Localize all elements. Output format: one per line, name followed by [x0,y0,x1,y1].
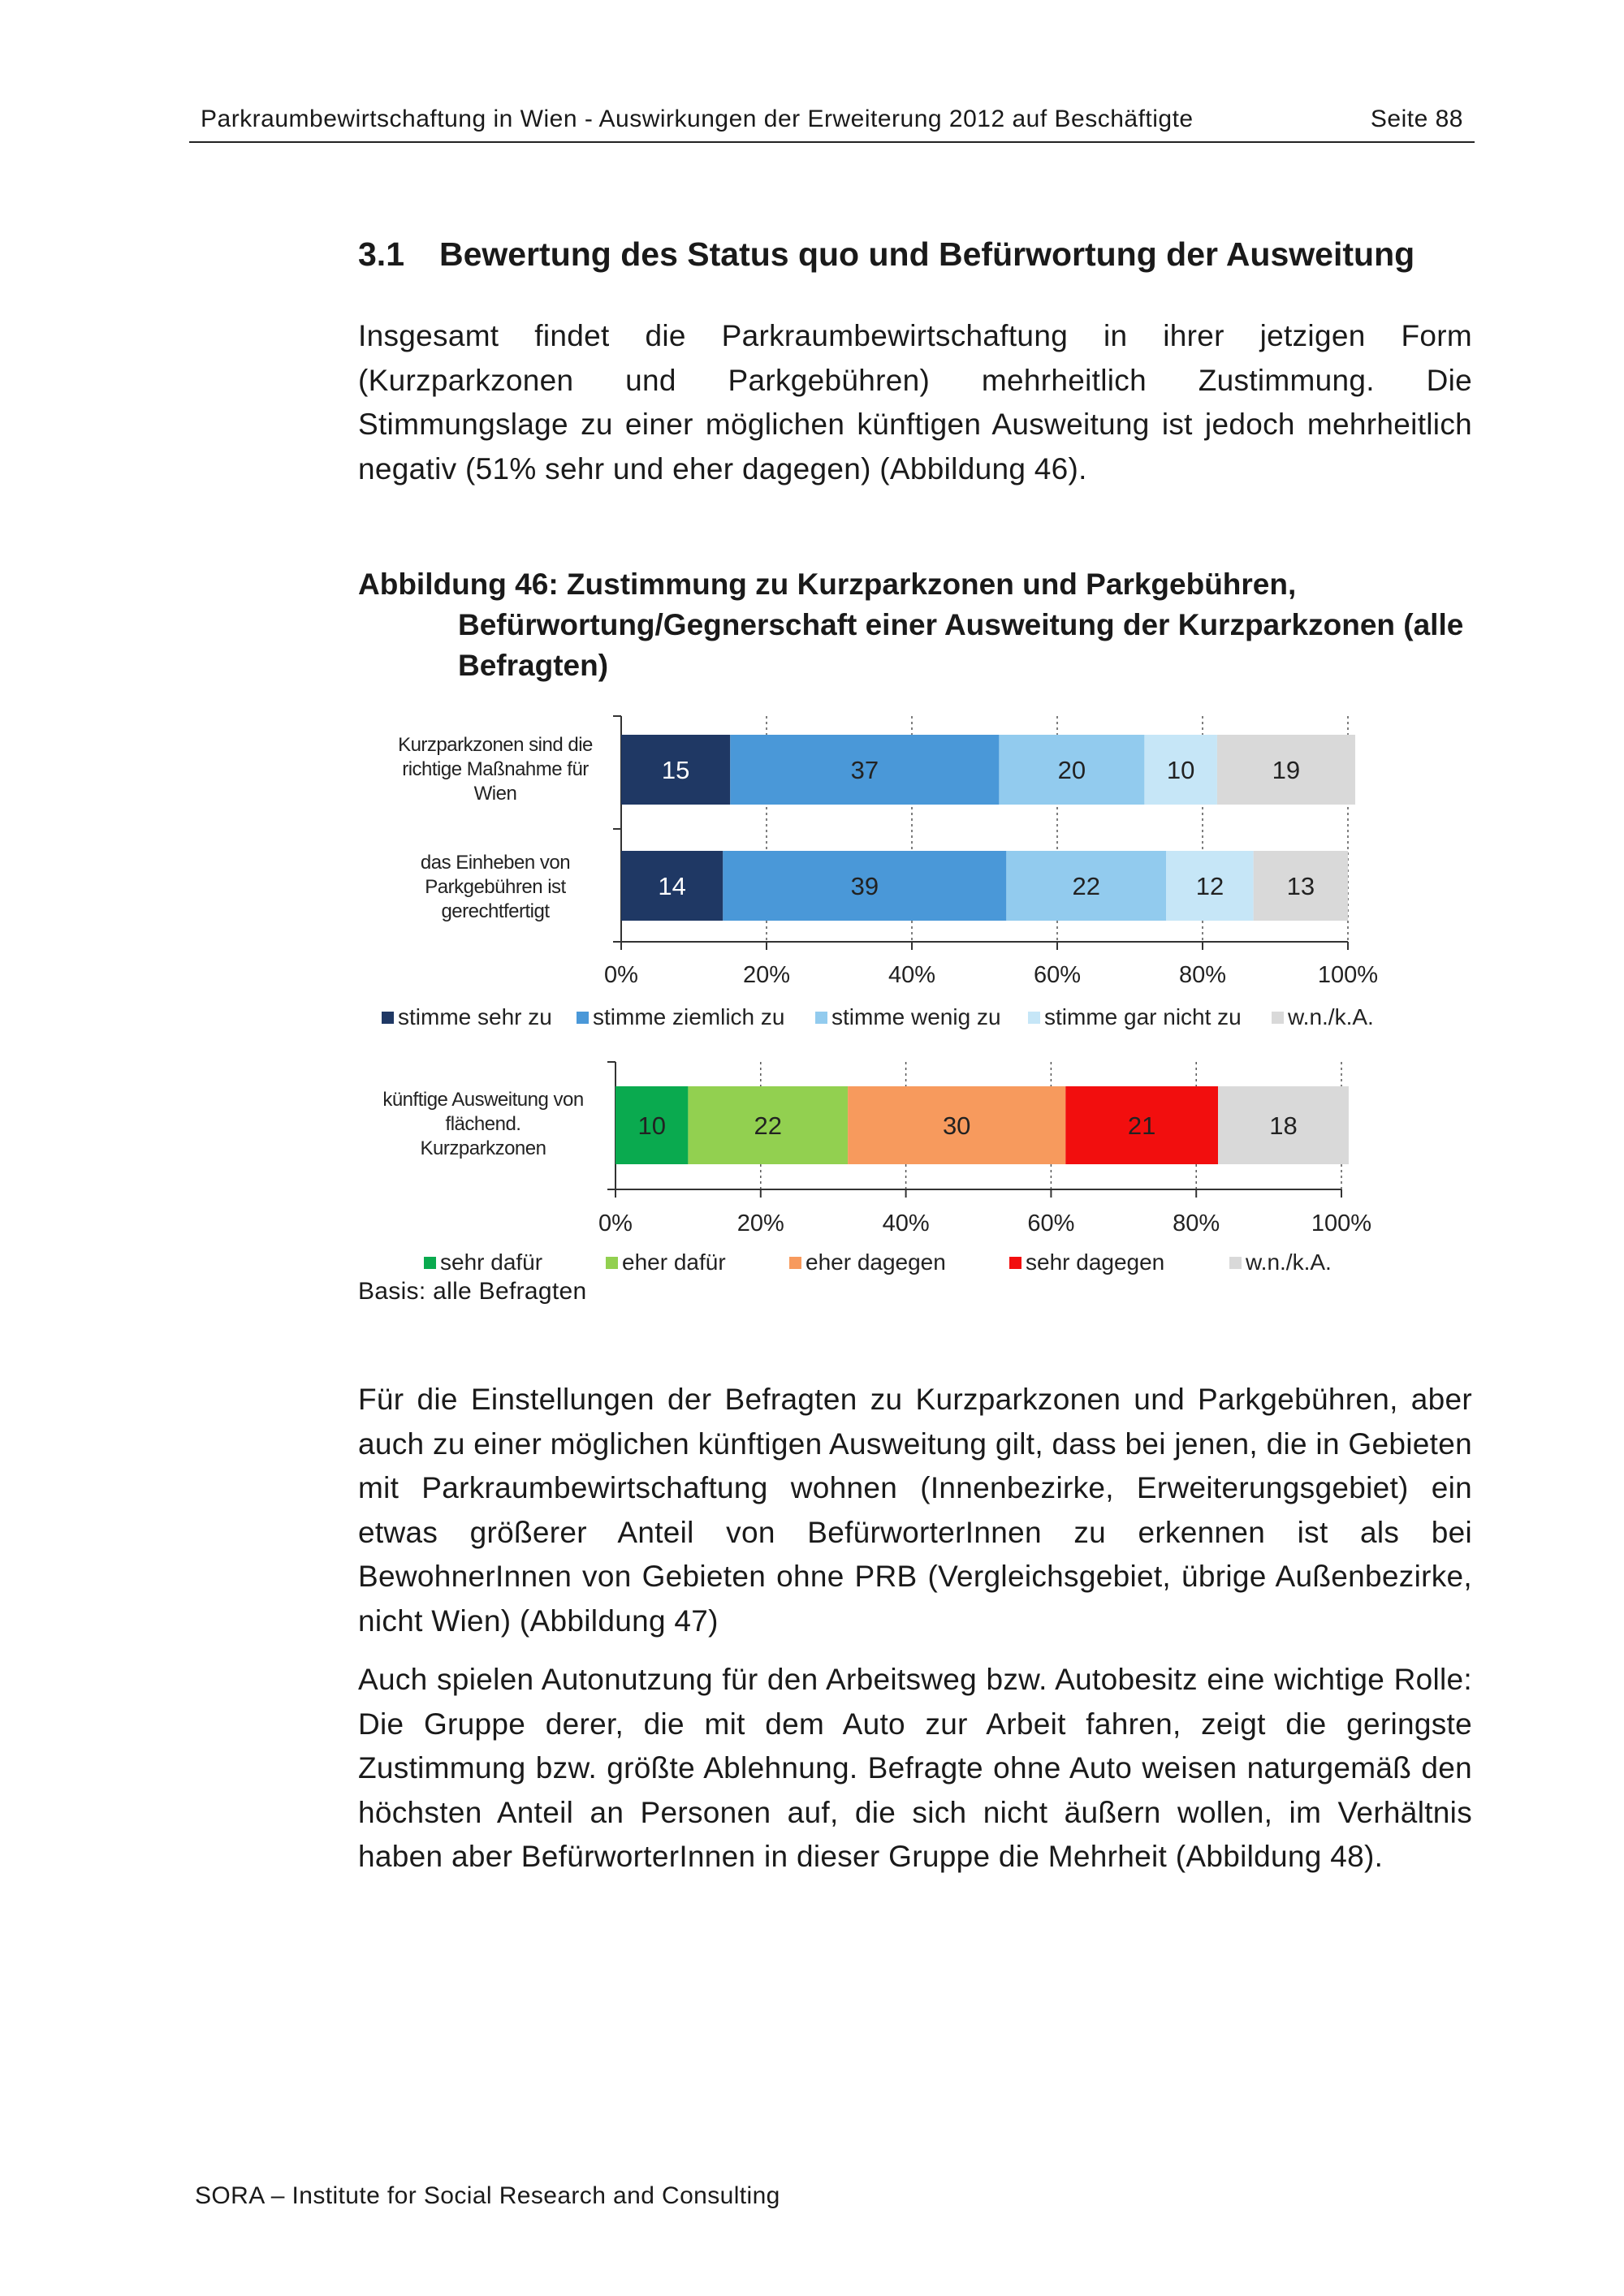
chart2-data-label: 21 [1127,1111,1156,1140]
paragraph-3: Auch spielen Autonutzung für den Arbeitsweg bzw. Autobesitz eine wichtige Rolle: Die Gruppe derer, die mit dem Auto zur Arbeit fahren, zeigt die geringste Zustimmung bzw. größte Ablehnung. Befragte ohne Auto weisen naturgemäß den höchsten Anteil an Personen auf, die sich nicht äußern wollen, im Verhältnis haben aber BefürworterInnen in dieser Gruppe die Mehrheit (Abbildung 48). [358,1663,1472,1873]
paragraph-settlement [358,1378,1472,1643]
chart2-legend-swatch [606,1257,618,1269]
page-footer: SORA – Institute for Social Research and Consulting [195,2182,780,2209]
chart1-data-label: 39 [850,872,879,900]
chart2-tick-label: 20% [736,1211,784,1236]
chart2-legend-swatch [789,1257,801,1269]
chart2-tick-label: 60% [1027,1211,1075,1236]
chart2-tick-label: 100% [1311,1211,1372,1236]
chart2-category-label-line: Kurzparkzonen [420,1137,546,1159]
chart1-data-label: 20 [1057,756,1086,784]
paragraph-1: Insgesamt findet die Parkraumbewirtschaftung in ihrer jetzigen Form (Kurzparkzonen und Parkgebühren) mehrheitlich Zustimmung. Die Stimmungslage zu einer möglichen künftigen Ausweitung ist jedoch mehrheitlich negativ (51% sehr und eher dagegen) (Abbildung 46). [358,319,1472,486]
chart1-category-label [374,733,617,806]
chart1-tick-label: 60% [1033,962,1082,988]
chart1-data-label: 15 [661,756,690,784]
chart1-data-label: 13 [1286,872,1315,900]
chart2-legend-label: sehr dagegen [1026,1249,1165,1275]
chart1-legend-label: stimme sehr zu [398,1004,552,1029]
chart2-tick-label: 80% [1173,1211,1220,1236]
chart1-tick-label: 20% [742,962,791,988]
chart1-data-label: 19 [1272,756,1301,784]
chart2-tick-label: 40% [882,1211,930,1236]
section-title: Bewertung des Status quo und Befürwortung der Ausweitung [439,235,1415,273]
chart1-data-label: 37 [850,756,879,784]
chart1-category-label-line: richtige Maßnahme für [402,758,589,780]
chart1-legend-swatch [815,1012,827,1024]
chart2-category-label-line: künftige Ausweitung von [382,1089,584,1111]
section-number: 3.1 [358,235,404,273]
chart1-data-label: 10 [1166,756,1195,784]
chart2-category-label [357,1088,609,1161]
chart1-category-label-line: das Einheben von [420,852,571,874]
chart1-data-label: 12 [1195,872,1224,900]
chart1-tick-label: 80% [1178,962,1227,988]
chart1-legend-swatch [1028,1012,1040,1024]
chart2-legend-label: sehr dafür [440,1249,543,1275]
chart1-data-label: 22 [1072,872,1101,900]
chart1-category-label [374,851,617,924]
chart1-legend-swatch [1272,1012,1284,1024]
paragraph-car-usage [358,1658,1472,1880]
chart1-tick-label: 40% [888,962,936,988]
chart2-tick-label: 0% [598,1211,633,1236]
chart1-data-label: 14 [658,872,686,900]
chart1-tick-label: 100% [1317,962,1379,988]
paragraph-2: Für die Einstellungen der Befragten zu Kurzparkzonen und Parkgebühren, aber auch zu einer möglichen künftigen Ausweitung gilt, dass bei jenen, die in Gebieten mit Parkraumbewirtschaftung wohnen (Innenbezirke, Erweiterungsgebiet) ein etwas größerer Anteil von BefürworterInnen zu erkennen ist als bei BewohnerInnen von Gebieten ohne PRB (Vergleichsgebiet, übrige Außenbezirke, nicht Wien) (Abbildung 47) [358,1383,1472,1638]
chart2-legend-swatch [424,1257,436,1269]
page-number: Seite 88 [1370,106,1463,132]
chart1-legend-label: stimme wenig zu [831,1004,1001,1029]
chart2-data-label: 10 [637,1111,666,1140]
chart1-legend-label: stimme gar nicht zu [1044,1004,1242,1029]
chart2-legend-swatch [1009,1257,1021,1269]
chart1-tick-label: 0% [604,962,638,988]
chart1-legend-label: stimme ziemlich zu [593,1004,785,1029]
chart1-legend-swatch [382,1012,394,1024]
chart1-category-label-line: gerechtfertigt [441,900,550,922]
chart1-category-label-line: Parkgebühren ist [425,876,566,898]
chart2-data-label: 18 [1269,1111,1298,1140]
chart1-category-label-line: Kurzparkzonen sind die [398,734,593,756]
chart1-legend-swatch [577,1012,589,1024]
chart2-legend-label: eher dafür [622,1249,726,1275]
header-title: Parkraumbewirtschaftung in Wien - Auswirkungen der Erweiterung 2012 auf Beschäftigte [201,106,1194,132]
chart1-legend-label: w.n./k.A. [1288,1004,1374,1029]
chart2-data-label: 22 [754,1111,782,1140]
figure-caption: Abbildung 46: Zustimmung zu Kurzparkzonen und Parkgebühren, Befürwortung/Gegnerschaft einer Ausweitung der Kurzparkzonen (alle Befragten) [358,568,1464,682]
chart2-legend-label: w.n./k.A. [1246,1249,1332,1275]
chart2-category-label-line: flächend. [445,1113,521,1135]
chart2-legend-swatch [1229,1257,1242,1269]
figure-basis: Basis: alle Befragten [358,1278,587,1305]
chart2-legend-label: eher dagegen [806,1249,946,1275]
chart2-data-label: 30 [942,1111,971,1140]
chart1-category-label-line: Wien [473,783,517,805]
